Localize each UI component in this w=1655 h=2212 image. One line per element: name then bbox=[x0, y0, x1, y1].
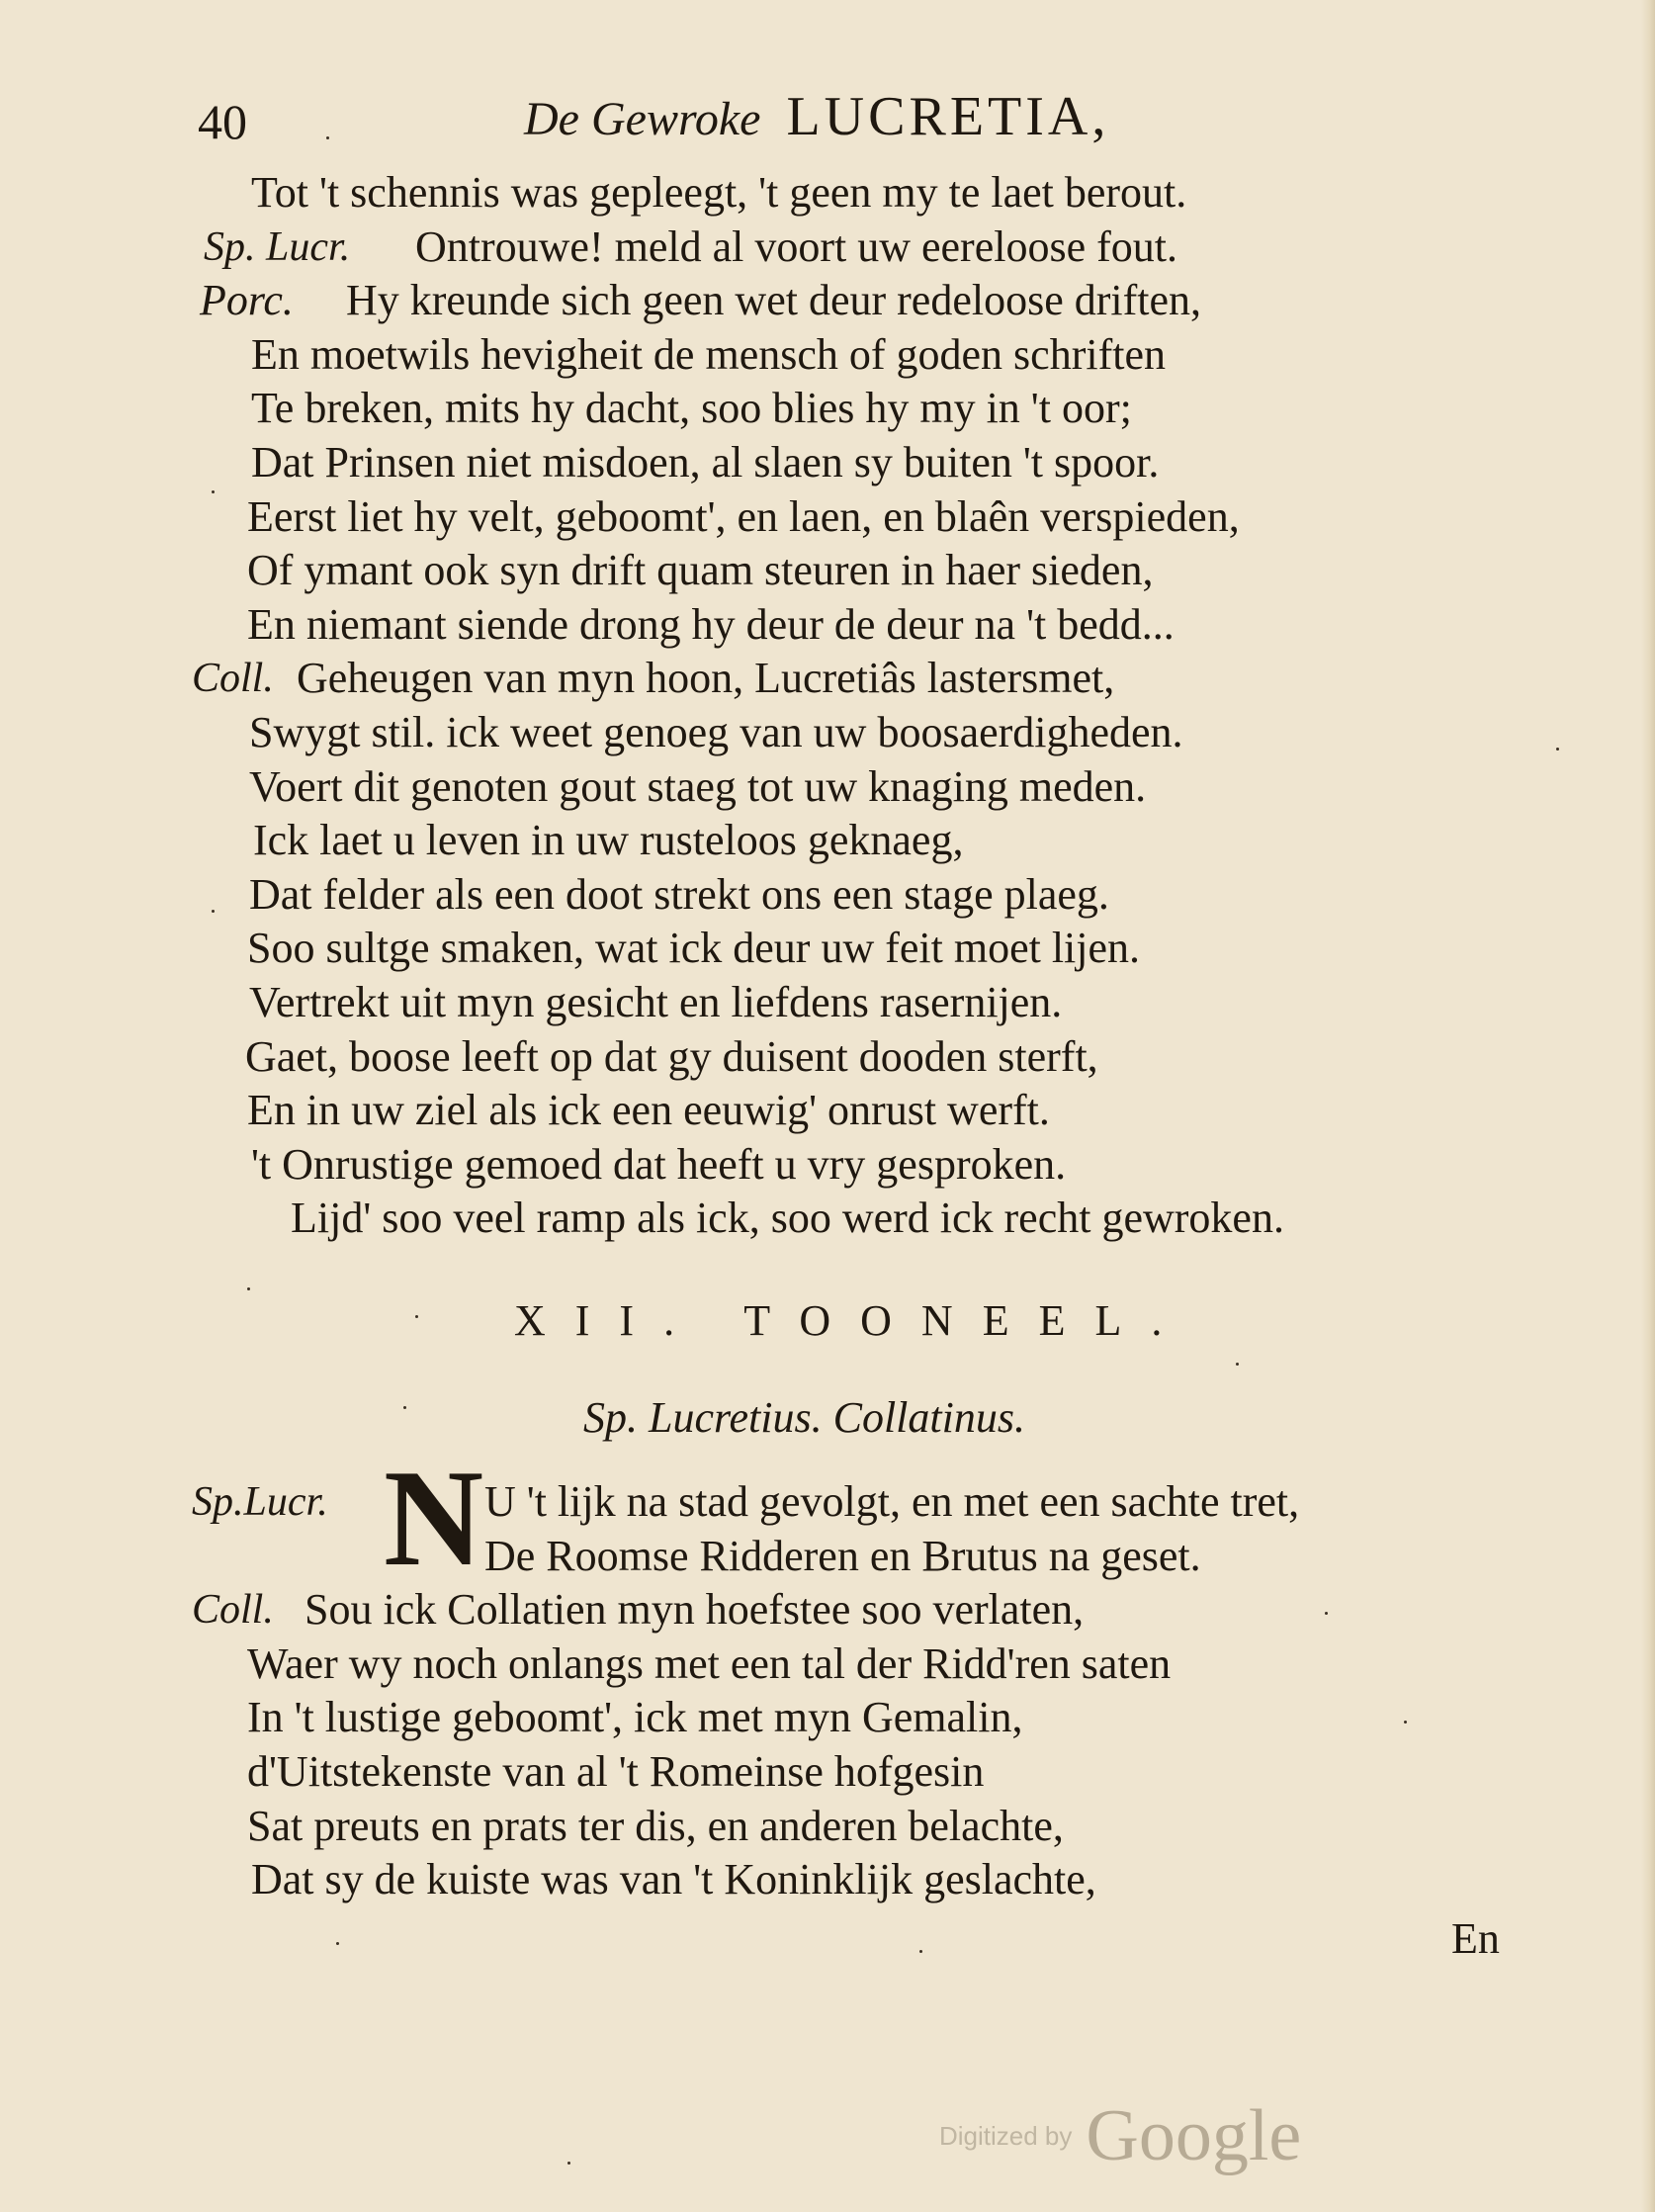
verse-line bbox=[188, 1030, 1532, 1085]
print-speck bbox=[1556, 748, 1559, 751]
verse-line bbox=[188, 544, 1532, 598]
verse-text: Dat felder als een doot strekt ons een stage plaeg. bbox=[249, 869, 1109, 919]
verse-line bbox=[188, 1853, 1532, 1907]
print-speck bbox=[1236, 1363, 1239, 1366]
verse-line bbox=[188, 328, 1532, 383]
print-speck bbox=[326, 136, 329, 139]
google-wordmark: Google bbox=[1086, 2095, 1302, 2176]
running-title bbox=[524, 85, 1109, 148]
verse-line bbox=[188, 760, 1532, 815]
verse-text: Waer wy noch onlangs met een tal der Ridd'ren saten bbox=[247, 1638, 1172, 1688]
print-speck bbox=[415, 1315, 418, 1318]
verse-text: De Roomse Ridderen en Brutus na geset. bbox=[484, 1531, 1201, 1580]
verse-text: Te breken, mits hy dacht, soo blies hy my in 't oor; bbox=[251, 384, 1132, 433]
verse-text: Swygt stil. ick weet genoeg van uw boosaerdigheden. bbox=[249, 707, 1183, 756]
drop-cap: N bbox=[384, 1442, 484, 1595]
verse-line bbox=[188, 976, 1532, 1030]
scene-persons: Sp. Lucretius. Collatinus. bbox=[583, 1393, 1025, 1442]
verse-text: Tot 't schennis was gepleegt, 't geen my te laet berout. bbox=[251, 168, 1187, 217]
verse-line bbox=[188, 598, 1532, 653]
verse-line bbox=[188, 1691, 1532, 1745]
verse-text: Geheugen van myn hoon, Lucretiâs lastersmet, bbox=[297, 654, 1115, 703]
verse-line bbox=[188, 1530, 1532, 1584]
speaker-label: Porc. bbox=[200, 276, 294, 325]
verse-text: Vertrekt uit myn gesicht en liefdens rasernijen. bbox=[249, 977, 1063, 1026]
verse-line bbox=[188, 1138, 1532, 1193]
verse-block-bottom bbox=[188, 1475, 1532, 1907]
verse-text: Gaet, boose leeft op dat gy duisent dooden sterft, bbox=[245, 1031, 1098, 1081]
print-speck bbox=[212, 490, 215, 493]
speaker-label: Sp. Lucr. bbox=[204, 223, 351, 270]
digitized-watermark bbox=[939, 2094, 1301, 2178]
verse-text: Lijd' soo veel ramp als ick, soo werd ick recht gewroken. bbox=[291, 1194, 1284, 1243]
verse-line bbox=[188, 1745, 1532, 1800]
verse-line bbox=[188, 814, 1532, 868]
verse-text: Ick laet u leven in uw rusteloos geknaeg, bbox=[253, 816, 964, 865]
verse-line bbox=[188, 1084, 1532, 1138]
verse-text: Of ymant ook syn drift quam steuren in haer sieden, bbox=[247, 546, 1154, 595]
verse-text: Voert dit genoten gout staeg tot uw knaging meden. bbox=[249, 761, 1147, 811]
page-edge bbox=[1641, 0, 1655, 2212]
page-header bbox=[198, 85, 1483, 154]
speaker-label: Coll. bbox=[192, 656, 274, 702]
page-number: 40 bbox=[198, 94, 247, 149]
verse-line bbox=[188, 490, 1532, 545]
print-speck bbox=[1325, 1612, 1328, 1615]
verse-line bbox=[188, 166, 1532, 221]
verse-line bbox=[188, 1637, 1532, 1692]
verse-line bbox=[188, 868, 1532, 923]
verse-block-top bbox=[188, 166, 1532, 1246]
verse-text: Sat preuts en prats ter dis, en anderen belachte, bbox=[247, 1801, 1064, 1850]
verse-line bbox=[188, 1583, 1532, 1637]
verse-line bbox=[188, 1192, 1532, 1246]
verse-text: 't Onrustige gemoed dat heeft u vry gesproken. bbox=[251, 1139, 1067, 1189]
print-speck bbox=[336, 1942, 339, 1945]
verse-text: En niemant siende drong hy deur de deur na 't bedd... bbox=[247, 599, 1175, 649]
running-title-caps: LUCRETIA, bbox=[786, 86, 1110, 147]
verse-line bbox=[188, 436, 1532, 490]
catchword: En bbox=[1451, 1914, 1500, 1963]
verse-line bbox=[188, 221, 1532, 275]
verse-text: d'Uitstekenste van al 't Romeinse hofgesin bbox=[247, 1746, 985, 1796]
print-speck bbox=[247, 1287, 250, 1290]
digitized-by-label: Digitized by bbox=[939, 2121, 1073, 2151]
verse-text: Dat sy de kuiste was van 't Koninklijk geslachte, bbox=[251, 1855, 1096, 1904]
verse-text: Dat Prinsen niet misdoen, al slaen sy buiten 't spoor. bbox=[251, 437, 1160, 487]
scene-heading: XII. TOONEEL. bbox=[514, 1296, 1192, 1345]
verse-text: Ontrouwe! meld al voort uw eereloose fout. bbox=[415, 221, 1177, 271]
verse-line bbox=[188, 1475, 1532, 1530]
verse-text: U 't lijk na stad gevolgt, en met een sachte tret, bbox=[484, 1477, 1300, 1526]
verse-line bbox=[188, 922, 1532, 976]
print-speck bbox=[212, 910, 215, 913]
verse-text: Sou ick Collatien myn hoefstee soo verlaten, bbox=[305, 1585, 1085, 1635]
print-speck bbox=[567, 2162, 570, 2165]
verse-text: Soo sultge smaken, wat ick deur uw feit moet lijen. bbox=[247, 924, 1141, 973]
verse-line bbox=[188, 706, 1532, 760]
verse-text: En in uw ziel als ick een eeuwig' onrust werft. bbox=[247, 1086, 1050, 1135]
speaker-label: Coll. bbox=[192, 1587, 274, 1634]
verse-line bbox=[188, 1800, 1532, 1854]
print-speck bbox=[919, 1950, 922, 1953]
verse-line bbox=[188, 652, 1532, 706]
verse-text: Hy kreunde sich geen wet deur redeloose driften, bbox=[346, 276, 1202, 325]
verse-text: En moetwils hevigheit de mensch of goden schriften bbox=[251, 329, 1166, 379]
print-speck bbox=[403, 1406, 406, 1409]
print-speck bbox=[1404, 1721, 1407, 1724]
verse-line bbox=[188, 382, 1532, 436]
verse-line bbox=[188, 274, 1532, 328]
speaker-label: Sp.Lucr. bbox=[192, 1479, 328, 1525]
verse-text: Eerst liet hy velt, geboomt', en laen, en blaên verspieden, bbox=[247, 491, 1240, 541]
verse-text: In 't lustige geboomt', ick met myn Gemalin, bbox=[247, 1693, 1023, 1742]
running-title-italic: De Gewroke bbox=[524, 93, 761, 145]
